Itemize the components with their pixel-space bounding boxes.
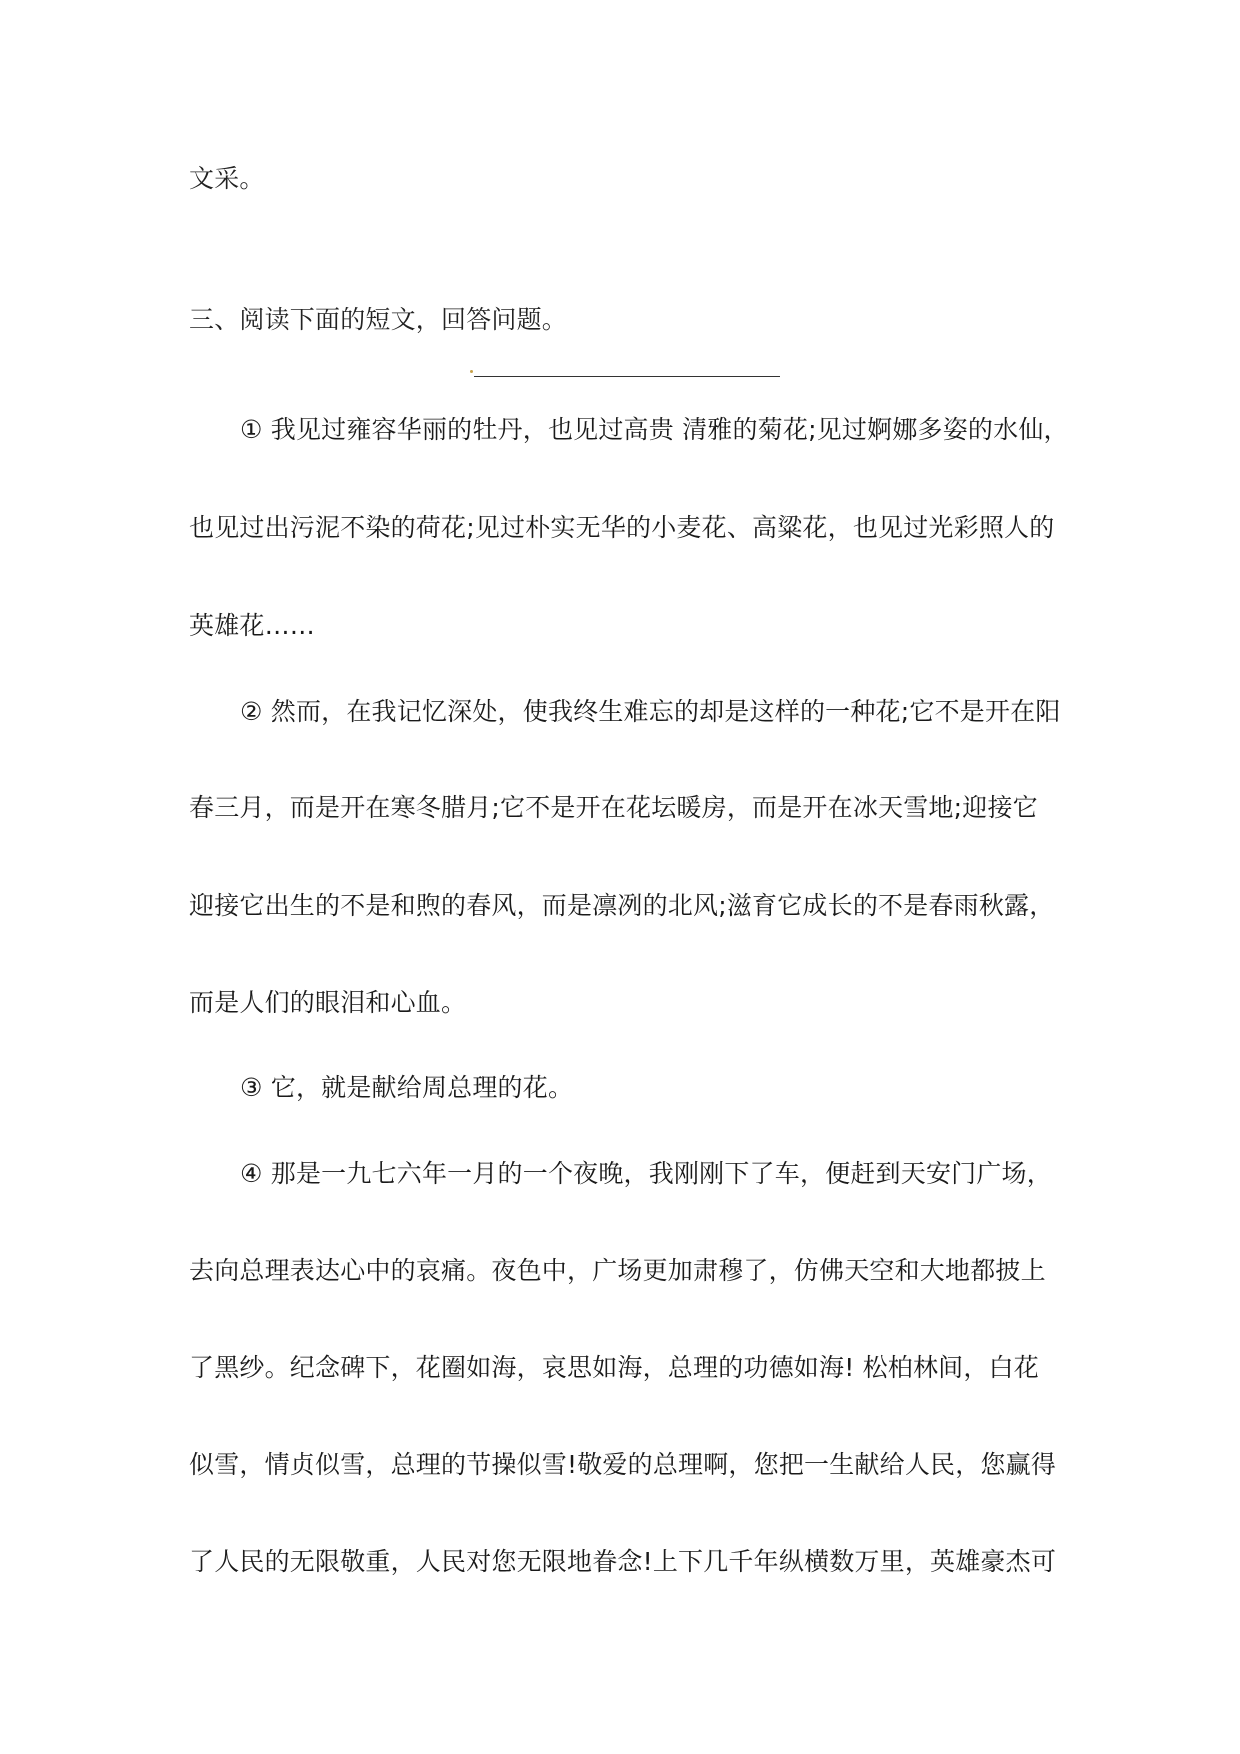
paragraph-4-line-4: 似雪，情贞似雪，总理的节操似雪!敬爱的总理啊，您把一生献给人民，您赢得 xyxy=(189,1450,1057,1479)
paragraph-2-line-1: ② 然而，在我记忆深处，使我终生难忘的却是这样的一种花;它不是开在阳 xyxy=(240,697,1061,726)
title-blank-line xyxy=(474,376,780,377)
paragraph-1-line-2: 也见过出污泥不染的荷花;见过朴实无华的小麦花、高粱花，也见过光彩照人的 xyxy=(189,513,1055,542)
paragraph-4-line-1: ④ 那是一九七六年一月的一个夜晚，我刚刚下了车，便赶到天安门广场， xyxy=(240,1159,1052,1188)
paragraph-1-line-3: 英雄花…… xyxy=(189,611,316,640)
paragraph-2-line-4: 而是人们的眼泪和心血。 xyxy=(189,988,467,1017)
paragraph-2-line-2: 春三月，而是开在寒冬腊月;它不是开在花坛暖房，而是开在冰天雪地;迎接它 xyxy=(189,793,1038,822)
paragraph-4-line-5: 了人民的无限敬重，人民对您无限地眷念!上下几千年纵横数万里，英雄豪杰可 xyxy=(189,1547,1057,1576)
paragraph-4-line-2: 去向总理表达心中的哀痛。夜色中，广场更加肃穆了，仿佛天空和大地都披上 xyxy=(189,1256,1046,1285)
paragraph-1-line-1: ① 我见过雍容华丽的牡丹，也见过高贵 清雅的菊花;见过婀娜多姿的水仙， xyxy=(240,415,1069,444)
section-heading: 三、阅读下面的短文，回答问题。 xyxy=(189,305,568,334)
title-marker xyxy=(470,370,473,373)
paragraph-3-line-1: ③ 它，就是献给周总理的花。 xyxy=(240,1073,574,1102)
paragraph-2-line-3: 迎接它出生的不是和煦的春风，而是凛冽的北风;滋育它成长的不是春雨秋露， xyxy=(189,891,1055,920)
text-line-continuation: 文采。 xyxy=(189,164,265,193)
paragraph-4-line-3: 了黑纱。纪念碑下，花圈如海，哀思如海，总理的功德如海! 松柏林间，白花 xyxy=(189,1353,1039,1382)
